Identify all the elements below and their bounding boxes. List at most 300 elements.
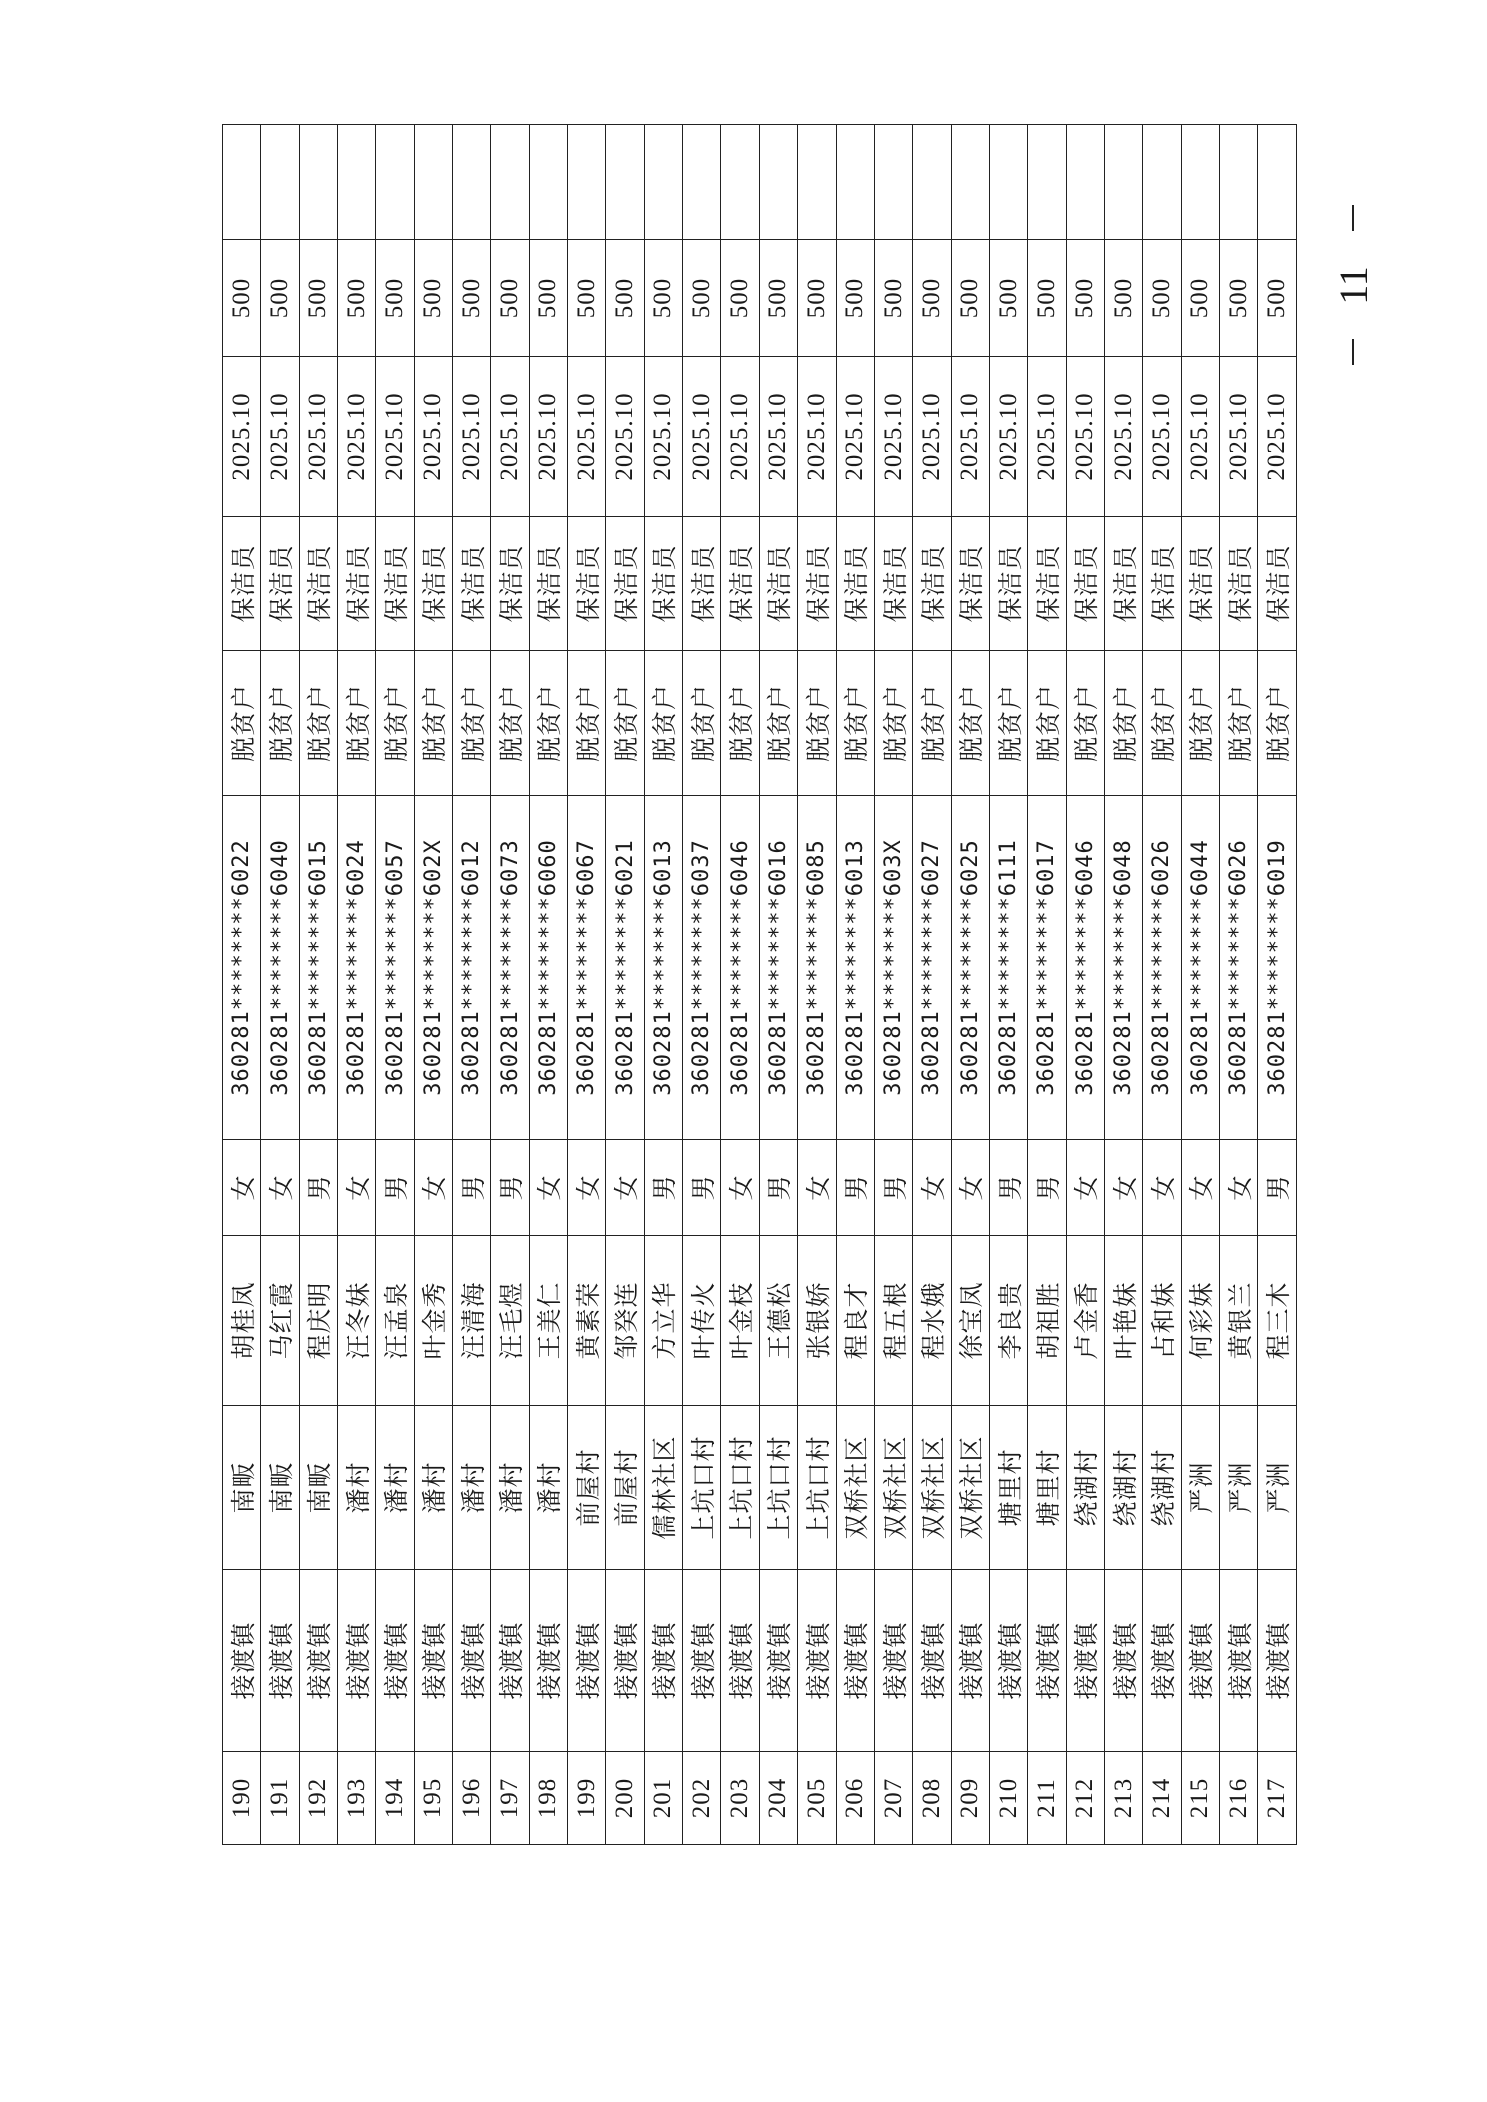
cell-row-index: 191 — [261, 1752, 299, 1845]
cell-town: 接渡镇 — [721, 1570, 759, 1752]
table-row — [759, 125, 797, 1845]
cell-month: 2025.10 — [1104, 357, 1142, 517]
cell-job: 保洁员 — [644, 517, 682, 651]
cell-town: 接渡镇 — [376, 1570, 414, 1752]
cell-month: 2025.10 — [913, 357, 951, 517]
rotated-table-container — [222, 125, 1297, 1845]
cell-remark — [683, 125, 721, 240]
cell-job: 保洁员 — [491, 517, 529, 651]
cell-remark — [836, 125, 874, 240]
cell-gender: 男 — [1028, 1140, 1066, 1236]
table-row — [683, 125, 721, 1845]
cell-remark — [376, 125, 414, 240]
cell-name: 叶传火 — [683, 1236, 721, 1406]
cell-job: 保洁员 — [836, 517, 874, 651]
cell-job: 保洁员 — [223, 517, 261, 651]
cell-village: 上坑口村 — [798, 1406, 836, 1570]
cell-id-number: 360281********6027 — [913, 796, 951, 1140]
cell-job: 保洁员 — [453, 517, 491, 651]
cell-job: 保洁员 — [1143, 517, 1181, 651]
cell-village: 南畈 — [299, 1406, 337, 1570]
cell-amount: 500 — [1104, 240, 1142, 357]
table-row — [836, 125, 874, 1845]
cell-remark — [453, 125, 491, 240]
cell-remark — [989, 125, 1027, 240]
cell-town: 接渡镇 — [1066, 1570, 1104, 1752]
cell-gender: 男 — [989, 1140, 1027, 1236]
table-row — [798, 125, 836, 1845]
cell-job: 保洁员 — [951, 517, 989, 651]
cell-name: 王美仁 — [529, 1236, 567, 1406]
table-row — [1104, 125, 1142, 1845]
cell-town: 接渡镇 — [491, 1570, 529, 1752]
table-row — [414, 125, 452, 1845]
cell-month: 2025.10 — [338, 357, 376, 517]
cell-amount: 500 — [223, 240, 261, 357]
cell-job: 保洁员 — [1219, 517, 1257, 651]
cell-row-index: 205 — [798, 1752, 836, 1845]
cell-town: 接渡镇 — [989, 1570, 1027, 1752]
cell-remark — [874, 125, 912, 240]
cell-id-number: 360281********6046 — [1066, 796, 1104, 1140]
cell-job: 保洁员 — [338, 517, 376, 651]
cell-name: 方立华 — [644, 1236, 682, 1406]
cell-row-index: 200 — [606, 1752, 644, 1845]
cell-village: 潘村 — [529, 1406, 567, 1570]
cell-remark — [223, 125, 261, 240]
cell-month: 2025.10 — [1143, 357, 1181, 517]
cell-village: 南畈 — [223, 1406, 261, 1570]
cell-month: 2025.10 — [1258, 357, 1297, 517]
cell-row-index: 209 — [951, 1752, 989, 1845]
cell-name: 卢金香 — [1066, 1236, 1104, 1406]
cell-job: 保洁员 — [1258, 517, 1297, 651]
cell-town: 接渡镇 — [1104, 1570, 1142, 1752]
cell-gender: 男 — [376, 1140, 414, 1236]
cell-household-type: 脱贫户 — [606, 651, 644, 796]
cell-amount: 500 — [913, 240, 951, 357]
cell-town: 接渡镇 — [568, 1570, 606, 1752]
cell-household-type: 脱贫户 — [913, 651, 951, 796]
cell-row-index: 202 — [683, 1752, 721, 1845]
cell-row-index: 201 — [644, 1752, 682, 1845]
cell-job: 保洁员 — [568, 517, 606, 651]
cell-village: 严洲 — [1181, 1406, 1219, 1570]
cell-id-number: 360281********6012 — [453, 796, 491, 1140]
cell-job: 保洁员 — [261, 517, 299, 651]
cell-month: 2025.10 — [568, 357, 606, 517]
cell-job: 保洁员 — [376, 517, 414, 651]
beneficiary-table — [222, 124, 1297, 1845]
cell-name: 占和妹 — [1143, 1236, 1181, 1406]
table-row — [453, 125, 491, 1845]
cell-id-number: 360281********6024 — [338, 796, 376, 1140]
cell-town: 接渡镇 — [453, 1570, 491, 1752]
cell-remark — [529, 125, 567, 240]
cell-name: 黄素荣 — [568, 1236, 606, 1406]
cell-month: 2025.10 — [874, 357, 912, 517]
table-row — [951, 125, 989, 1845]
cell-row-index: 192 — [299, 1752, 337, 1845]
cell-household-type: 脱贫户 — [338, 651, 376, 796]
cell-job: 保洁员 — [721, 517, 759, 651]
cell-household-type: 脱贫户 — [951, 651, 989, 796]
cell-village: 上坑口村 — [683, 1406, 721, 1570]
cell-town: 接渡镇 — [951, 1570, 989, 1752]
cell-town: 接渡镇 — [1181, 1570, 1219, 1752]
cell-amount: 500 — [376, 240, 414, 357]
cell-month: 2025.10 — [1028, 357, 1066, 517]
cell-name: 徐宝凤 — [951, 1236, 989, 1406]
cell-name: 马红霞 — [261, 1236, 299, 1406]
cell-month: 2025.10 — [414, 357, 452, 517]
cell-amount: 500 — [338, 240, 376, 357]
cell-amount: 500 — [644, 240, 682, 357]
table-row — [1181, 125, 1219, 1845]
cell-remark — [1143, 125, 1181, 240]
cell-job: 保洁员 — [299, 517, 337, 651]
cell-row-index: 195 — [414, 1752, 452, 1845]
table-row — [376, 125, 414, 1845]
cell-village: 双桥社区 — [836, 1406, 874, 1570]
cell-household-type: 脱贫户 — [261, 651, 299, 796]
cell-gender: 男 — [1258, 1140, 1297, 1236]
cell-gender: 女 — [913, 1140, 951, 1236]
cell-id-number: 360281********6013 — [836, 796, 874, 1140]
table-row — [1258, 125, 1297, 1845]
cell-remark — [759, 125, 797, 240]
cell-row-index: 208 — [913, 1752, 951, 1845]
cell-amount: 500 — [529, 240, 567, 357]
cell-household-type: 脱贫户 — [644, 651, 682, 796]
cell-job: 保洁员 — [1181, 517, 1219, 651]
cell-row-index: 193 — [338, 1752, 376, 1845]
cell-month: 2025.10 — [683, 357, 721, 517]
cell-job: 保洁员 — [874, 517, 912, 651]
page-number — [1325, 205, 1381, 365]
cell-remark — [913, 125, 951, 240]
cell-name: 汪清海 — [453, 1236, 491, 1406]
cell-gender: 男 — [759, 1140, 797, 1236]
cell-household-type: 脱贫户 — [683, 651, 721, 796]
cell-job: 保洁员 — [759, 517, 797, 651]
cell-town: 接渡镇 — [798, 1570, 836, 1752]
cell-job: 保洁员 — [1066, 517, 1104, 651]
cell-village: 塘里村 — [989, 1406, 1027, 1570]
cell-amount: 500 — [1143, 240, 1181, 357]
cell-month: 2025.10 — [376, 357, 414, 517]
table-row — [1219, 125, 1257, 1845]
table-row — [644, 125, 682, 1845]
cell-household-type: 脱贫户 — [989, 651, 1027, 796]
cell-row-index: 214 — [1143, 1752, 1181, 1845]
cell-village: 绕湖村 — [1104, 1406, 1142, 1570]
cell-remark — [568, 125, 606, 240]
cell-village: 双桥社区 — [951, 1406, 989, 1570]
cell-gender: 女 — [338, 1140, 376, 1236]
cell-month: 2025.10 — [606, 357, 644, 517]
cell-town: 接渡镇 — [683, 1570, 721, 1752]
cell-name: 程良才 — [836, 1236, 874, 1406]
cell-household-type: 脱贫户 — [453, 651, 491, 796]
cell-gender: 女 — [1104, 1140, 1142, 1236]
cell-id-number: 360281********6067 — [568, 796, 606, 1140]
cell-month: 2025.10 — [529, 357, 567, 517]
cell-month: 2025.10 — [223, 357, 261, 517]
cell-gender: 女 — [606, 1140, 644, 1236]
cell-amount: 500 — [1219, 240, 1257, 357]
cell-amount: 500 — [453, 240, 491, 357]
cell-household-type: 脱贫户 — [721, 651, 759, 796]
cell-town: 接渡镇 — [529, 1570, 567, 1752]
cell-month: 2025.10 — [1219, 357, 1257, 517]
cell-name: 叶金枝 — [721, 1236, 759, 1406]
cell-household-type: 脱贫户 — [836, 651, 874, 796]
cell-month: 2025.10 — [1066, 357, 1104, 517]
cell-village: 前屋村 — [606, 1406, 644, 1570]
cell-id-number: 360281********602X — [414, 796, 452, 1140]
cell-job: 保洁员 — [989, 517, 1027, 651]
cell-gender: 男 — [453, 1140, 491, 1236]
cell-name: 汪冬妹 — [338, 1236, 376, 1406]
cell-remark — [261, 125, 299, 240]
cell-town: 接渡镇 — [261, 1570, 299, 1752]
cell-month: 2025.10 — [261, 357, 299, 517]
cell-remark — [1219, 125, 1257, 240]
cell-gender: 女 — [1066, 1140, 1104, 1236]
cell-month: 2025.10 — [989, 357, 1027, 517]
cell-village: 双桥社区 — [913, 1406, 951, 1570]
cell-gender: 男 — [683, 1140, 721, 1236]
cell-month: 2025.10 — [453, 357, 491, 517]
cell-id-number: 360281********6019 — [1258, 796, 1297, 1140]
cell-row-index: 197 — [491, 1752, 529, 1845]
cell-village: 潘村 — [376, 1406, 414, 1570]
cell-gender: 男 — [874, 1140, 912, 1236]
cell-household-type: 脱贫户 — [798, 651, 836, 796]
cell-month: 2025.10 — [759, 357, 797, 517]
cell-village: 前屋村 — [568, 1406, 606, 1570]
page-number-dash-bottom — [1352, 339, 1354, 365]
cell-id-number: 360281********603X — [874, 796, 912, 1140]
cell-gender: 女 — [1219, 1140, 1257, 1236]
cell-id-number: 360281********6016 — [759, 796, 797, 1140]
cell-row-index: 211 — [1028, 1752, 1066, 1845]
cell-village: 上坑口村 — [759, 1406, 797, 1570]
cell-household-type: 脱贫户 — [1181, 651, 1219, 796]
cell-household-type: 脱贫户 — [1219, 651, 1257, 796]
cell-row-index: 196 — [453, 1752, 491, 1845]
cell-village: 上坑口村 — [721, 1406, 759, 1570]
cell-town: 接渡镇 — [1219, 1570, 1257, 1752]
cell-id-number: 360281********6111 — [989, 796, 1027, 1140]
table-row — [913, 125, 951, 1845]
table-row — [721, 125, 759, 1845]
cell-town: 接渡镇 — [299, 1570, 337, 1752]
cell-gender: 男 — [491, 1140, 529, 1236]
table-row — [874, 125, 912, 1845]
cell-gender: 女 — [951, 1140, 989, 1236]
cell-row-index: 216 — [1219, 1752, 1257, 1845]
cell-job: 保洁员 — [529, 517, 567, 651]
cell-town: 接渡镇 — [913, 1570, 951, 1752]
cell-month: 2025.10 — [836, 357, 874, 517]
cell-amount: 500 — [1181, 240, 1219, 357]
cell-remark — [606, 125, 644, 240]
cell-id-number: 360281********6025 — [951, 796, 989, 1140]
cell-remark — [491, 125, 529, 240]
cell-village: 绕湖村 — [1143, 1406, 1181, 1570]
cell-amount: 500 — [1028, 240, 1066, 357]
cell-job: 保洁员 — [1028, 517, 1066, 651]
table-row — [1028, 125, 1066, 1845]
cell-amount: 500 — [951, 240, 989, 357]
cell-remark — [1258, 125, 1297, 240]
table-row — [299, 125, 337, 1845]
cell-name: 叶艳妹 — [1104, 1236, 1142, 1406]
table-row — [989, 125, 1027, 1845]
page-number-dash-top — [1352, 205, 1354, 231]
cell-household-type: 脱贫户 — [1258, 651, 1297, 796]
cell-name: 李良贵 — [989, 1236, 1027, 1406]
cell-village: 潘村 — [338, 1406, 376, 1570]
cell-name: 汪孟泉 — [376, 1236, 414, 1406]
cell-amount: 500 — [1258, 240, 1297, 357]
cell-gender: 男 — [644, 1140, 682, 1236]
cell-town: 接渡镇 — [606, 1570, 644, 1752]
cell-household-type: 脱贫户 — [1104, 651, 1142, 796]
cell-id-number: 360281********6021 — [606, 796, 644, 1140]
cell-id-number: 360281********6073 — [491, 796, 529, 1140]
cell-household-type: 脱贫户 — [1066, 651, 1104, 796]
table-row — [491, 125, 529, 1845]
cell-row-index: 213 — [1104, 1752, 1142, 1845]
cell-household-type: 脱贫户 — [874, 651, 912, 796]
cell-household-type: 脱贫户 — [299, 651, 337, 796]
cell-town: 接渡镇 — [874, 1570, 912, 1752]
cell-id-number: 360281********6085 — [798, 796, 836, 1140]
cell-town: 接渡镇 — [644, 1570, 682, 1752]
cell-amount: 500 — [491, 240, 529, 357]
cell-gender: 男 — [836, 1140, 874, 1236]
cell-remark — [1066, 125, 1104, 240]
cell-name: 王德松 — [759, 1236, 797, 1406]
cell-month: 2025.10 — [1181, 357, 1219, 517]
cell-row-index: 204 — [759, 1752, 797, 1845]
cell-household-type: 脱贫户 — [1143, 651, 1181, 796]
cell-remark — [299, 125, 337, 240]
cell-town: 接渡镇 — [1143, 1570, 1181, 1752]
cell-gender: 女 — [721, 1140, 759, 1236]
cell-town: 接渡镇 — [836, 1570, 874, 1752]
cell-id-number: 360281********6048 — [1104, 796, 1142, 1140]
cell-name: 张银娇 — [798, 1236, 836, 1406]
table-row — [568, 125, 606, 1845]
cell-remark — [1028, 125, 1066, 240]
cell-name: 何彩妹 — [1181, 1236, 1219, 1406]
cell-month: 2025.10 — [491, 357, 529, 517]
cell-id-number: 360281********6026 — [1143, 796, 1181, 1140]
cell-village: 双桥社区 — [874, 1406, 912, 1570]
cell-town: 接渡镇 — [223, 1570, 261, 1752]
cell-month: 2025.10 — [798, 357, 836, 517]
cell-name: 汪毛煜 — [491, 1236, 529, 1406]
cell-village: 严洲 — [1219, 1406, 1257, 1570]
cell-id-number: 360281********6013 — [644, 796, 682, 1140]
cell-household-type: 脱贫户 — [376, 651, 414, 796]
cell-amount: 500 — [798, 240, 836, 357]
cell-row-index: 194 — [376, 1752, 414, 1845]
cell-name: 程水娥 — [913, 1236, 951, 1406]
cell-name: 程五根 — [874, 1236, 912, 1406]
table-row — [1066, 125, 1104, 1845]
cell-name: 黄银兰 — [1219, 1236, 1257, 1406]
cell-row-index: 210 — [989, 1752, 1027, 1845]
cell-household-type: 脱贫户 — [529, 651, 567, 796]
cell-row-index: 199 — [568, 1752, 606, 1845]
cell-amount: 500 — [874, 240, 912, 357]
cell-town: 接渡镇 — [414, 1570, 452, 1752]
cell-job: 保洁员 — [1104, 517, 1142, 651]
cell-remark — [644, 125, 682, 240]
cell-household-type: 脱贫户 — [491, 651, 529, 796]
page-number-text: 11 — [1330, 265, 1376, 305]
cell-remark — [414, 125, 452, 240]
table-row — [223, 125, 261, 1845]
cell-gender: 女 — [798, 1140, 836, 1236]
cell-job: 保洁员 — [414, 517, 452, 651]
cell-name: 胡祖胜 — [1028, 1236, 1066, 1406]
cell-id-number: 360281********6026 — [1219, 796, 1257, 1140]
cell-village: 儒林社区 — [644, 1406, 682, 1570]
cell-month: 2025.10 — [951, 357, 989, 517]
cell-job: 保洁员 — [606, 517, 644, 651]
cell-amount: 500 — [261, 240, 299, 357]
cell-village: 潘村 — [414, 1406, 452, 1570]
table-row — [1143, 125, 1181, 1845]
cell-gender: 女 — [414, 1140, 452, 1236]
cell-month: 2025.10 — [721, 357, 759, 517]
cell-id-number: 360281********6022 — [223, 796, 261, 1140]
cell-remark — [338, 125, 376, 240]
cell-town: 接渡镇 — [1258, 1570, 1297, 1752]
cell-job: 保洁员 — [913, 517, 951, 651]
cell-name: 程庆明 — [299, 1236, 337, 1406]
cell-remark — [951, 125, 989, 240]
cell-town: 接渡镇 — [1028, 1570, 1066, 1752]
table-row — [261, 125, 299, 1845]
cell-name: 邹癸连 — [606, 1236, 644, 1406]
cell-id-number: 360281********6057 — [376, 796, 414, 1140]
cell-remark — [1181, 125, 1219, 240]
cell-gender: 女 — [529, 1140, 567, 1236]
cell-row-index: 212 — [1066, 1752, 1104, 1845]
cell-row-index: 207 — [874, 1752, 912, 1845]
cell-town: 接渡镇 — [338, 1570, 376, 1752]
cell-household-type: 脱贫户 — [414, 651, 452, 796]
cell-id-number: 360281********6037 — [683, 796, 721, 1140]
cell-name: 叶金秀 — [414, 1236, 452, 1406]
cell-village: 潘村 — [491, 1406, 529, 1570]
cell-remark — [721, 125, 759, 240]
cell-id-number: 360281********6040 — [261, 796, 299, 1140]
cell-row-index: 215 — [1181, 1752, 1219, 1845]
cell-household-type: 脱贫户 — [1028, 651, 1066, 796]
cell-gender: 男 — [299, 1140, 337, 1236]
cell-month: 2025.10 — [644, 357, 682, 517]
cell-amount: 500 — [299, 240, 337, 357]
cell-village: 潘村 — [453, 1406, 491, 1570]
